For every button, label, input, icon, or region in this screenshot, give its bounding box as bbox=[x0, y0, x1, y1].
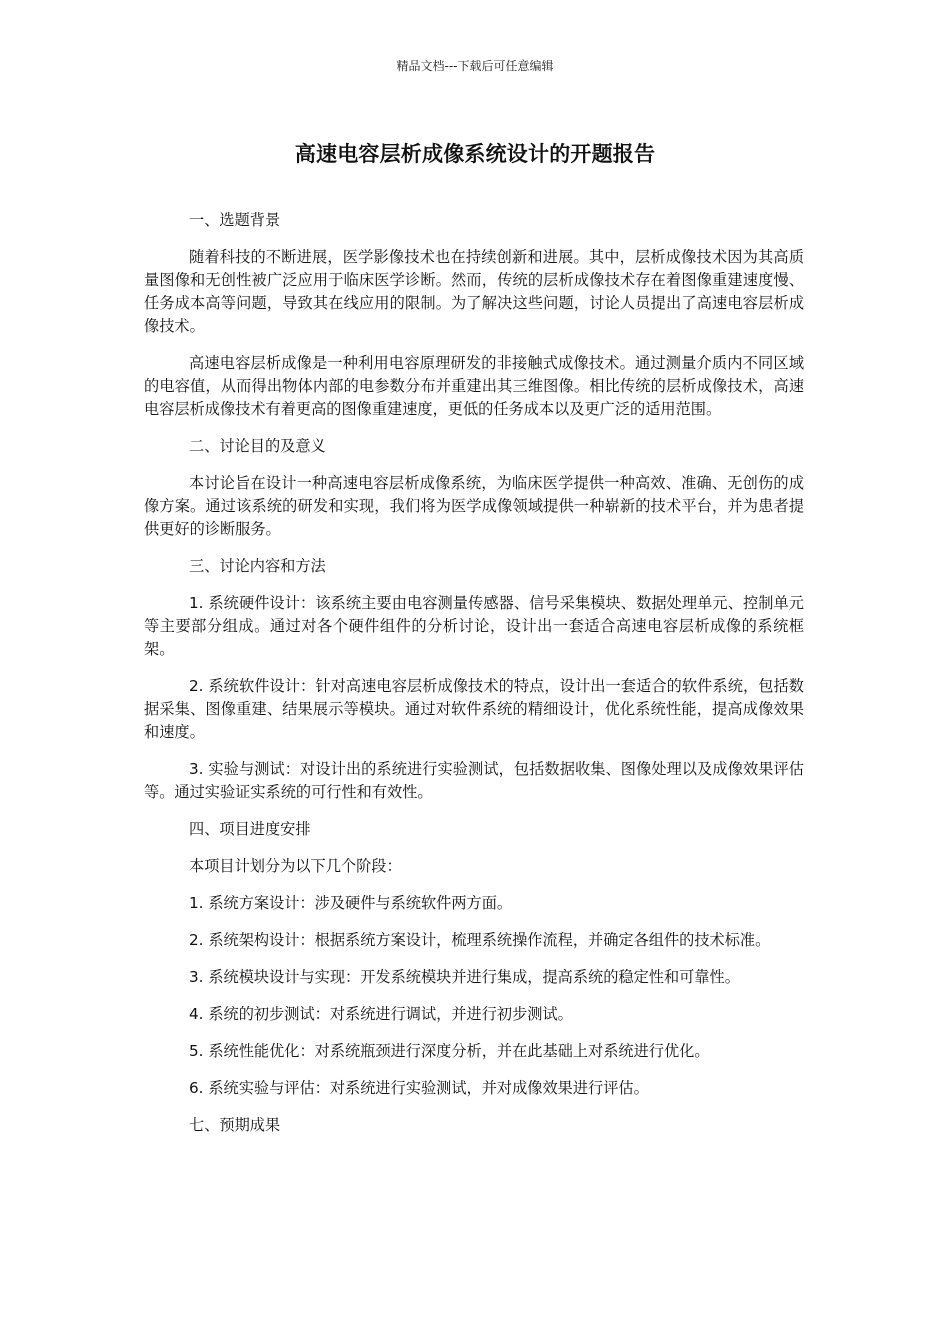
section-heading-content-methods: 三、讨论内容和方法 bbox=[189, 557, 326, 575]
section-heading-background: 一、选题背景 bbox=[189, 211, 281, 229]
paragraph-schedule-intro: 本项目计划分为以下几个阶段： bbox=[189, 857, 402, 875]
list-item-stage-6: 6. 系统实验与评估：对系统进行实验测试，并对成像效果进行评估。 bbox=[189, 1079, 649, 1097]
list-item-stage-2: 2. 系统架构设计：根据系统方案设计，梳理系统操作流程，并确定各组件的技术标准。 bbox=[189, 931, 771, 949]
page-header: 精品文档---下载后可任意编辑 bbox=[396, 59, 554, 73]
document-title: 高速电容层析成像系统设计的开题报告 bbox=[294, 142, 656, 166]
paragraph-background-2: 高速电容层析成像是一种利用电容原理研发的非接触式成像技术。通过测量介质内不同区域的电容值，从而得出物体内部的电参数分布并重建出其三维图像。相比传统的层析成像技术，高速电容层析成像技术有着更高的图像重建速度，更低的任务成本以及更广泛的适用范围。 bbox=[144, 354, 804, 418]
paragraph-purpose: 本讨论旨在设计一种高速电容层析成像系统，为临床医学提供一种高效、准确、无创伤的成像方案。通过该系统的研发和实现，我们将为医学成像领域提供一种崭新的技术平台，并为患者提供更好的诊断服务。 bbox=[144, 474, 804, 538]
paragraph-background-1: 随着科技的不断进展，医学影像技术也在持续创新和进展。其中，层析成像技术因为其高质量图像和无创性被广泛应用于临床医学诊断。然而，传统的层析成像技术存在着图像重建速度慢、任务成本高等问题，导致其在线应用的限制。为了解决这些问题，讨论人员提出了高速电容层析成像技术。 bbox=[144, 248, 804, 335]
paragraph-experiment-test: 3. 实验与测试：对设计出的系统进行实验测试，包括数据收集、图像处理以及成像效果评估等。通过实验证实系统的可行性和有效性。 bbox=[144, 760, 804, 801]
section-heading-expected-results: 七、预期成果 bbox=[189, 1116, 281, 1134]
list-item-stage-3: 3. 系统模块设计与实现：开发系统模块并进行集成，提高系统的稳定性和可靠性。 bbox=[189, 968, 740, 986]
list-item-stage-4: 4. 系统的初步测试：对系统进行调试，并进行初步测试。 bbox=[189, 1005, 573, 1023]
document-body bbox=[144, 209, 804, 1151]
section-heading-purpose: 二、讨论目的及意义 bbox=[189, 437, 326, 455]
paragraph-hardware-design: 1. 系统硬件设计：该系统主要由电容测量传感器、信号采集模块、数据处理单元、控制单元等主要部分组成。通过对各个硬件组件的分析讨论，设计出一套适合高速电容层析成像的系统框架。 bbox=[144, 594, 804, 658]
list-item-stage-1: 1. 系统方案设计：涉及硬件与系统软件两方面。 bbox=[189, 894, 513, 912]
list-item-stage-5: 5. 系统性能优化：对系统瓶颈进行深度分析，并在此基础上对系统进行优化。 bbox=[189, 1042, 710, 1060]
section-heading-schedule: 四、项目进度安排 bbox=[189, 820, 311, 838]
paragraph-software-design: 2. 系统软件设计：针对高速电容层析成像技术的特点，设计出一套适合的软件系统，包括数据采集、图像重建、结果展示等模块。通过对软件系统的精细设计，优化系统性能，提高成像效果和速度。 bbox=[144, 677, 804, 741]
